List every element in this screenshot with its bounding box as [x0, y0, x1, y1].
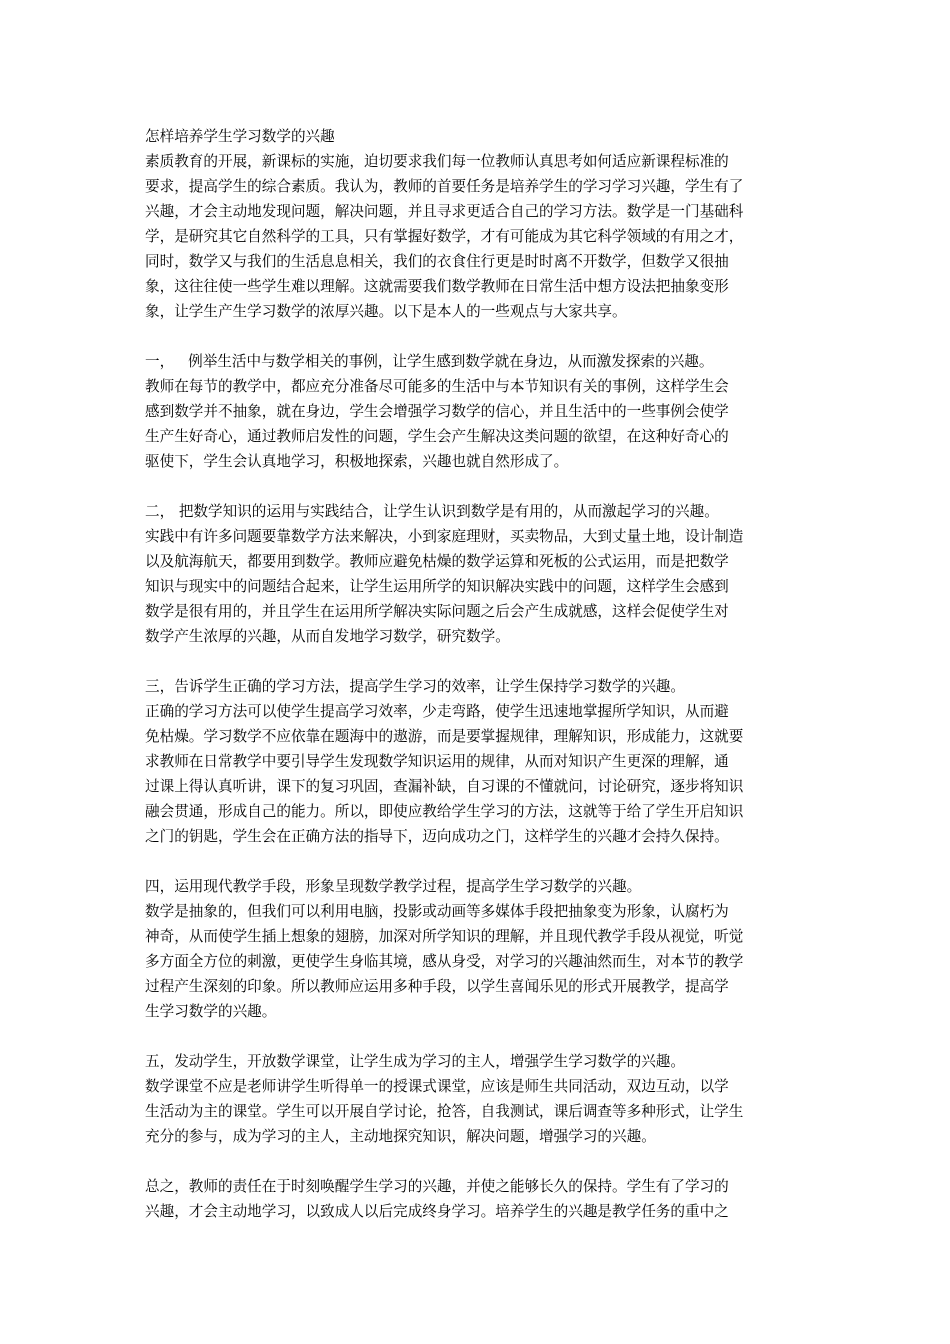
paragraph-line: 正确的学习方法可以使学生提高学习效率，少走弯路，使学生迅速地掌握所学知识，从而避: [145, 703, 729, 720]
paragraph-line: 兴趣，才会主动地学习，以致成人以后完成终身学习。培养学生的兴趣是教学任务的重中之: [145, 1203, 729, 1220]
paragraph-line: 总之，教师的责任在于时刻唤醒学生学习的兴趣，并使之能够长久的保持。学生有了学习的: [145, 1178, 729, 1195]
paragraph-line: 过课上得认真听讲，课下的复习巩固，查漏补缺，自习课的不懂就问，讨论研究，逐步将知识: [145, 778, 744, 795]
paragraph-line: 教师在每节的教学中，都应充分准备尽可能多的生活中与本节知识有关的事例，这样学生会: [145, 378, 729, 395]
paragraph-line: 知识与现实中的问题结合起来，让学生运用所学的知识解决实践中的问题，这样学生会感到: [145, 578, 729, 595]
paragraph-line: 神奇，从而使学生插上想象的翅膀，加深对所学知识的理解，并且现代教学手段从视觉，听觉: [145, 928, 744, 945]
paragraph-line: 实践中有许多问题要靠数学方法来解决，小到家庭理财，买卖物品，大到丈量土地，设计制造: [145, 528, 744, 545]
paragraph-line: 兴趣，才会主动地发现问题，解决问题，并且寻求更适合自己的学习方法。数学是一门基础科: [145, 203, 744, 220]
paragraph-line: 生产生好奇心，通过教师启发性的问题，学生会产生解决这类问题的欲望，在这种好奇心的: [145, 428, 729, 445]
paragraph-line: 感到数学并不抽象，就在身边，学生会增强学习数学的信心，并且生活中的一些事例会使学: [145, 403, 729, 420]
paragraph-line: 学，是研究其它自然科学的工具，只有掌握好数学，才有可能成为其它科学领域的有用之才，: [145, 228, 744, 245]
paragraph-line: 多方面全方位的刺激，更使学生身临其境，感从身受，对学习的兴趣油然而生，对本节的教学: [145, 953, 744, 970]
paragraph-line: 象，这往往使一些学生难以理解。这就需要我们数学教师在日常生活中想方设法把抽象变形: [145, 278, 729, 295]
paragraph-line: 生活动为主的课堂。学生可以开展自学讨论，抢答，自我测试，课后调查等多种形式，让学生: [145, 1103, 744, 1120]
paragraph-line: 要求，提高学生的综合素质。我认为，教师的首要任务是培养学生的学习学习兴趣，学生有了: [145, 178, 744, 195]
paragraph-line: 免枯燥。学习数学不应依靠在题海中的遨游，而是要掌握规律，理解知识，形成能力，这就要: [145, 728, 744, 745]
paragraph-spacer: [145, 1024, 809, 1049]
paragraph-spacer: [145, 649, 809, 674]
section-heading: 五，发动学生，开放数学课堂，让学生成为学习的主人，增强学生学习数学的兴趣。: [145, 1053, 685, 1070]
conclusion-paragraph: [145, 1174, 809, 1224]
section-1: [145, 349, 809, 474]
paragraph-line: 求教师在日常教学中要引导学生发现数学知识运用的规律，从而对知识产生更深的理解，通: [145, 753, 729, 770]
paragraph-spacer: [145, 324, 809, 349]
paragraph-line: 过程产生深刻的印象。所以教师应运用多种手段，以学生喜闻乐见的形式开展教学，提高学: [145, 978, 729, 995]
section-heading: 一， 例举生活中与数学相关的事例，让学生感到数学就在身边，从而激发探索的兴趣。: [145, 353, 714, 370]
paragraph-line: 驱使下，学生会认真地学习，积极地探索，兴趣也就自然形成了。: [145, 453, 569, 470]
paragraph-line: 融会贯通，形成自己的能力。所以，即使应教给学生学习的方法，这就等于给了学生开启知识: [145, 803, 744, 820]
paragraph-line: 数学产生浓厚的兴趣，从而自发地学习数学，研究数学。: [145, 628, 510, 645]
section-4: [145, 874, 809, 1024]
section-heading: 四，运用现代教学手段，形象呈现数学教学过程，提高学生学习数学的兴趣。: [145, 878, 642, 895]
paragraph-line: 之门的钥匙，学生会在正确方法的指导下，迈向成功之门，这样学生的兴趣才会持久保持。: [145, 828, 729, 845]
section-3: [145, 674, 809, 849]
section-heading: 三，告诉学生正确的学习方法，提高学生学习的效率，让学生保持学习数学的兴趣。: [145, 678, 685, 695]
document-title: 怎样培养学生学习数学的兴趣: [145, 128, 335, 145]
section-2: [145, 499, 809, 649]
document-body: [145, 124, 809, 1224]
paragraph-spacer: [145, 849, 809, 874]
paragraph-line: 充分的参与，成为学习的主人，主动地探究知识，解决问题，增强学习的兴趣。: [145, 1128, 656, 1145]
paragraph-spacer: [145, 1149, 809, 1174]
paragraph-line: 数学是很有用的，并且学生在运用所学解决实际问题之后会产生成就感，这样会促使学生对: [145, 603, 729, 620]
paragraph-line: 生学习数学的兴趣。: [145, 1003, 277, 1020]
section-heading: 二， 把数学知识的运用与实践结合，让学生认识到数学是有用的，从而激起学习的兴趣。: [145, 503, 719, 520]
paragraph-line: 以及航海航天，都要用到数学。教师应避免枯燥的数学运算和死板的公式运用，而是把数学: [145, 553, 729, 570]
paragraph-line: 数学课堂不应是老师讲学生听得单一的授课式课堂，应该是师生共同活动，双边互动，以学: [145, 1078, 729, 1095]
paragraph-line: 素质教育的开展，新课标的实施，迫切要求我们每一位教师认真思考如何适应新课程标准的: [145, 153, 729, 170]
section-5: [145, 1049, 809, 1149]
paragraph-line: 数学是抽象的，但我们可以利用电脑，投影或动画等多媒体手段把抽象变为形象，认腐朽为: [145, 903, 729, 920]
paragraph-spacer: [145, 474, 809, 499]
paragraph-line: 象，让学生产生学习数学的浓厚兴趣。以下是本人的一些观点与大家共享。: [145, 303, 627, 320]
intro-paragraph: [145, 149, 809, 324]
paragraph-line: 同时，数学又与我们的生活息息相关，我们的衣食住行更是时时离不开数学，但数学又很抽: [145, 253, 729, 270]
